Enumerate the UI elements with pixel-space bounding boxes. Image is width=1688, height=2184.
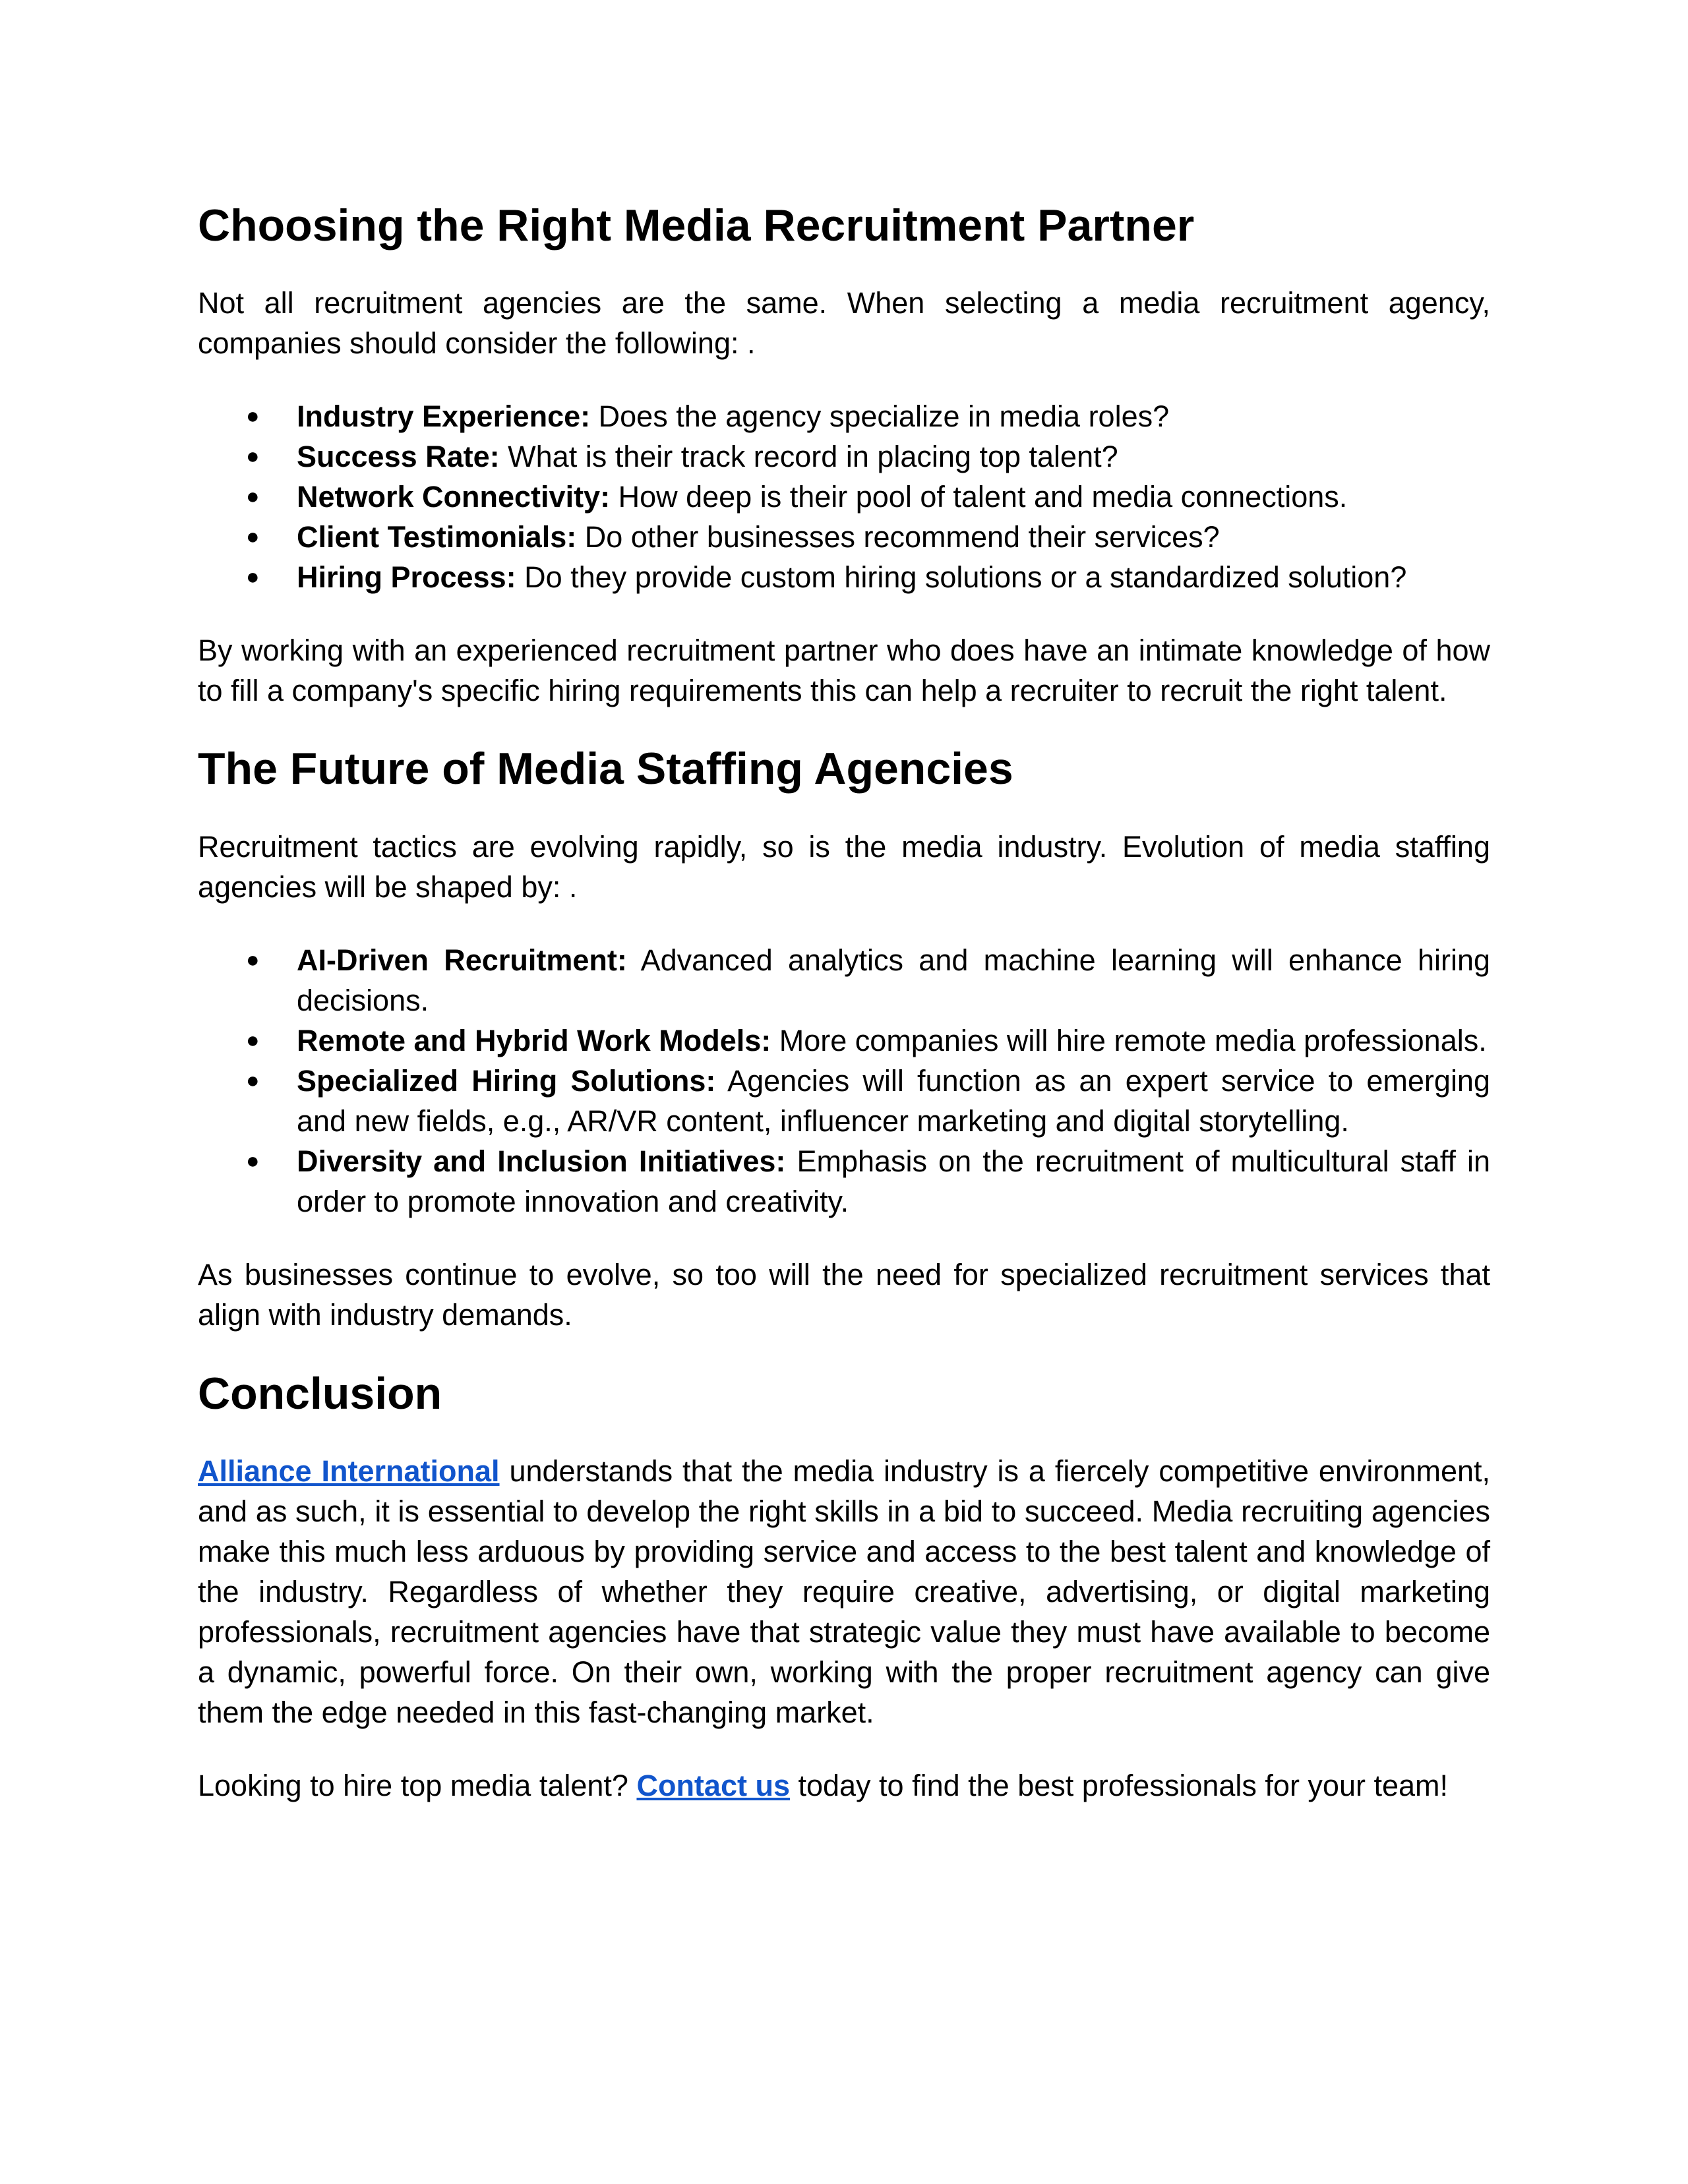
section-heading-future: The Future of Media Staffing Agencies bbox=[198, 744, 1013, 794]
list-item bbox=[246, 517, 1490, 557]
bullet-icon: ● bbox=[246, 484, 260, 509]
section-heading-choosing-partner: Choosing the Right Media Recruitment Partner bbox=[198, 200, 1195, 251]
list-item-text: Do other businesses recommend their services? bbox=[576, 520, 1220, 554]
list-item-text: Do they provide custom hiring solutions or a standardized solution? bbox=[516, 560, 1407, 594]
list-item bbox=[246, 436, 1490, 477]
bullet-icon: ● bbox=[246, 1148, 260, 1173]
list-item-term: Client Testimonials: bbox=[297, 520, 577, 554]
list-item bbox=[246, 557, 1490, 597]
considerations-list bbox=[198, 396, 1490, 597]
section-intro-paragraph: Recruitment tactics are evolving rapidly, so is the media industry. Evolution of media staffing agencies will be shaped by: . bbox=[198, 830, 1490, 904]
bullet-icon: ● bbox=[246, 1068, 260, 1093]
list-item-term: Diversity and Inclusion Initiatives: bbox=[297, 1144, 786, 1178]
list-item bbox=[246, 477, 1490, 517]
list-item bbox=[246, 1141, 1490, 1222]
bullet-icon: ● bbox=[246, 403, 260, 428]
section-closing-paragraph: As businesses continue to evolve, so too will the need for specialized recruitment services that align with industry demands. bbox=[198, 1258, 1490, 1332]
conclusion-body-text: understands that the media industry is a fiercely competitive environment, and as such, it is essential to develop the right skills in a bid to succeed. Media recruiting agencies make this much less arduous by providing service and access to the best talent and knowledge of the industry. Regardless of whether they require creative, advertising, or digital marketing professionals, recruitment agencies have that strategic value they must have available to become a dynamic, powerful force. On their own, working with the proper recruitment agency can give them the edge needed in this fast-changing market. bbox=[198, 1454, 1490, 1729]
list-item-text: Agencies will function as an expert service to emerging and new fields, e.g., AR/VR content, influencer marketing and digital storytelling. bbox=[297, 1064, 1490, 1138]
section-heading-conclusion: Conclusion bbox=[198, 1369, 442, 1419]
conclusion-paragraph bbox=[198, 1451, 1490, 1732]
list-item-term: Network Connectivity: bbox=[297, 480, 611, 514]
list-item bbox=[246, 1020, 1490, 1061]
alliance-international-link[interactable]: Alliance International bbox=[198, 1454, 500, 1488]
list-item-term: Specialized Hiring Solutions: bbox=[297, 1064, 716, 1098]
list-item-text: Advanced analytics and machine learning will enhance hiring decisions. bbox=[297, 943, 1491, 1017]
list-item-text: More companies will hire remote media professionals. bbox=[771, 1024, 1487, 1057]
list-item-text: How deep is their pool of talent and media connections. bbox=[610, 480, 1348, 514]
document-page bbox=[198, 198, 1490, 1806]
bullet-icon: ● bbox=[246, 444, 260, 469]
future-trends-list bbox=[198, 940, 1490, 1222]
cta-text-after: today to find the best professionals for your team! bbox=[789, 1769, 1449, 1802]
contact-us-link[interactable]: Contact us bbox=[636, 1769, 790, 1802]
cta-text-before: Looking to hire top media talent? bbox=[198, 1769, 637, 1802]
list-item bbox=[246, 940, 1491, 1020]
list-item-text: Does the agency specialize in media roles? bbox=[590, 399, 1170, 433]
section-intro-paragraph: Not all recruitment agencies are the same. When selecting a media recruitment agency, companies should consider the following: . bbox=[198, 286, 1490, 360]
list-item-text: Emphasis on the recruitment of multicultural staff in order to promote innovation and creativity. bbox=[297, 1144, 1490, 1218]
list-item-term: Remote and Hybrid Work Models: bbox=[297, 1024, 771, 1057]
bullet-icon: ● bbox=[246, 1028, 260, 1053]
list-item-text: What is their track record in placing top talent? bbox=[499, 440, 1118, 473]
bullet-icon: ● bbox=[246, 564, 260, 589]
bullet-icon: ● bbox=[246, 524, 260, 549]
list-item-term: AI-Driven Recruitment: bbox=[297, 943, 627, 977]
list-item-term: Success Rate: bbox=[297, 440, 500, 473]
list-item-term: Industry Experience: bbox=[297, 399, 591, 433]
bullet-icon: ● bbox=[246, 947, 260, 972]
list-item bbox=[246, 396, 1490, 436]
list-item-term: Hiring Process: bbox=[297, 560, 516, 594]
call-to-action-paragraph bbox=[198, 1765, 1490, 1806]
section-closing-paragraph: By working with an experienced recruitment partner who does have an intimate knowledge of how to fill a company's specific hiring requirements this can help a recruiter to recruit the right talent. bbox=[198, 634, 1490, 707]
list-item bbox=[246, 1061, 1490, 1141]
